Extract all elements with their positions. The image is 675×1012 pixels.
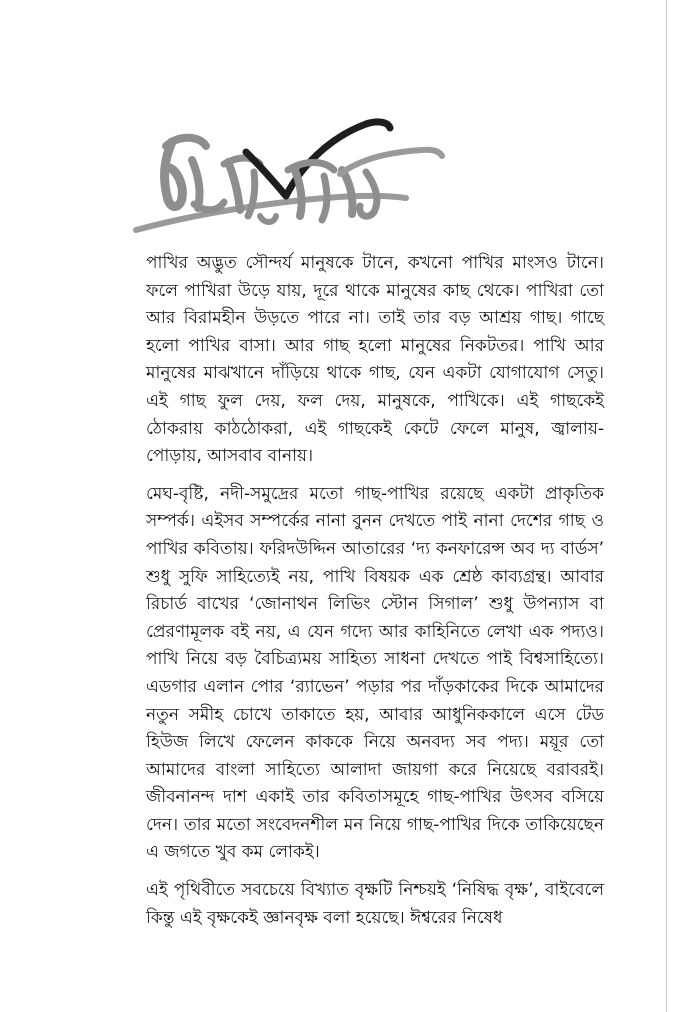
page-edge-line [666, 0, 667, 1012]
paragraph-1: পাখির অদ্ভুত সৌন্দর্য মানুষকে টানে, কখনো পাখির মাংসও টানে। ফলে পাখিরা উড়ে যায়, দূরে থাকে মানুষের কাছ থেকে। পাখিরা তো আর বিরামহীন উড়তে পারে না। তাই তার বড় আশ্রয় গাছ। গাছে হলো পাখির বাসা। আর গাছ হলো মানুষের নিকটতর। পাখি আর মানুষের মাঝখানে দাঁড়িয়ে থাকে গাছ, যেন একটা যোগাযোগ সেতু। এই গাছ ফুল দেয়, ফল দেয়, মানুষকে, পাখিকে। এই গাছকেই ঠোকরায় কাঠঠোকরা, এই গাছকেই কেটে ফেলে মানুষ, জ্বালায়-পোড়ায়, আসবাব বানায়। [146, 253, 604, 467]
paragraph-3: এই পৃথিবীতে সবচেয়ে বিখ্যাত বৃক্ষটি নিশ্চয়ই ‘নিষিদ্ধ বৃক্ষ’, বাইবেলে কিন্তু এই বৃক্ষকেই জ্ঞানবৃক্ষ বলা হয়েছে। ঈশ্বরের নিষেধ [146, 880, 604, 928]
body-text [146, 250, 604, 942]
chapter-heading-calligraphy [128, 112, 448, 247]
calligraphy-heading-logo [128, 112, 448, 247]
paragraph-2: মেঘ-বৃষ্টি, নদী-সমুদ্রের মতো গাছ-পাখির রয়েছে একটা প্রাকৃতিক সম্পর্ক। এইসব সম্পর্কের নানা বুনন দেখতে পাই নানা দেশের গাছ ও পাখির কবিতায়। ফরিদউদ্দিন আতারের ‘দ্য কনফারেন্স অব দ্য বার্ডস’ শুধু সুফি সাহিত্যেই নয়, পাখি বিষয়ক এক শ্রেষ্ঠ কাব্যগ্রন্থ। আবার রিচার্ড বাখের ‘জোনাথন লিভিং স্টোন সিগাল’ শুধু উপন্যাস বা প্রেরণামূলক বই নয়, এ যেন গদ্যে আর কাহিনিতে লেখা এক পদ্যও। পাখি নিয়ে বড় বৈচিত্র্যময় সাহিত্য সাধনা দেখতে পাই বিশ্বসাহিত্যে। এডগার এলান পোর ‘র‍্যাভেন’ পড়ার পর দাঁড়কাকের দিকে আমাদের নতুন সমীহ চোখে তাকাতে হয়, আবার আধুনিককালে এসে টেড হিউজ লিখে ফেলেন কাককে নিয়ে অনবদ্য সব পদ্য। ময়ূর তো আমাদের বাংলা সাহিত্যে আলাদা জায়গা করে নিয়েছে বরাবরই। জীবনানন্দ দাশ একাই তার কবিতাসমূহে গাছ-পাখির উৎসব বসিয়ে দেন। তার মতো সংবেদনশীল মন নিয়ে গাছ-পাখির দিকে তাকিয়েছেন এ জগতে খুব কম লোকই। [146, 483, 604, 863]
